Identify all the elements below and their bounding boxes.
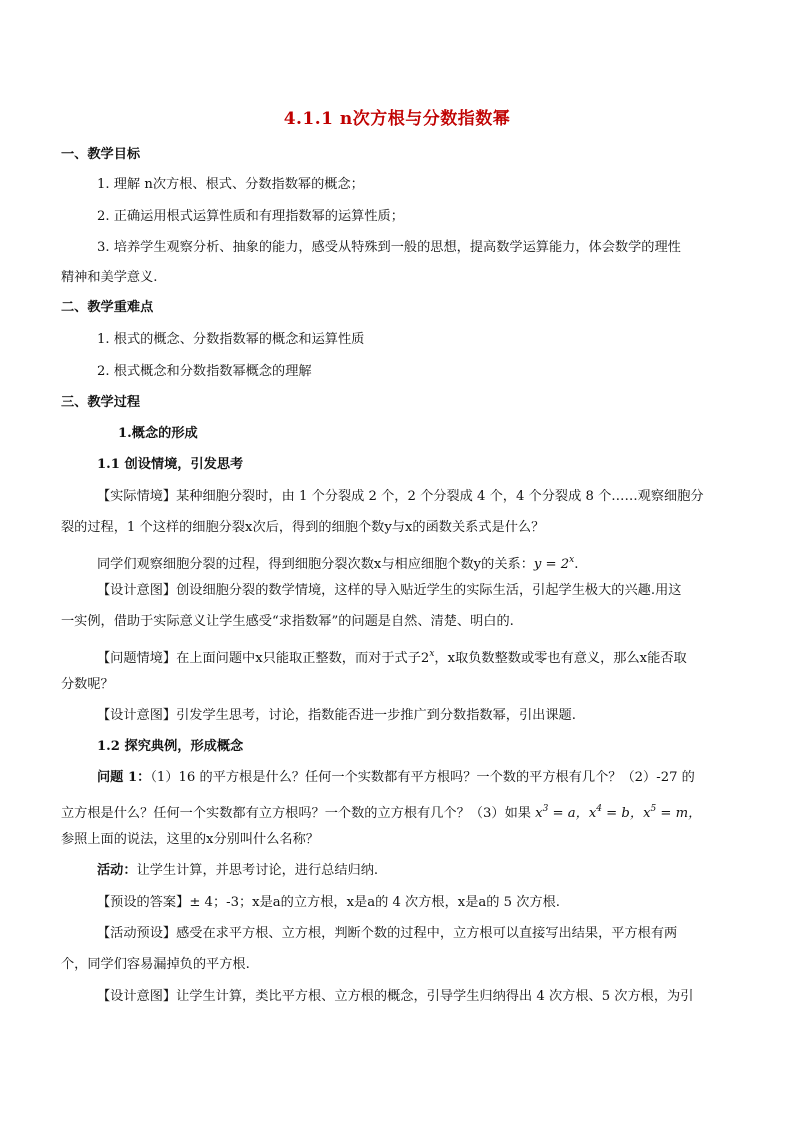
formula-x3-base: x bbox=[535, 806, 543, 821]
tag-preset-answer: 【预设的答案】 bbox=[97, 895, 190, 910]
formula-x5-exp: 5 bbox=[650, 804, 657, 814]
section-heading-key: 二、教学重难点 bbox=[61, 300, 154, 315]
paragraph-design-intent-3 bbox=[97, 987, 693, 1007]
formula-x3-exp: 3 bbox=[542, 804, 549, 814]
section-heading-process: 三、教学过程 bbox=[61, 395, 141, 410]
paragraph-design-intent-2 bbox=[97, 706, 576, 726]
paragraph-activity-preset bbox=[97, 924, 677, 944]
text-activity-preset: 感受在求平方根、立方根，判断个数的过程中，立方根可以直接写出结果，平方根有两 bbox=[176, 926, 678, 941]
text-design-intent-2: 引发学生思考，讨论，指数能否进一步推广到分数指数幂，引出课题. bbox=[176, 708, 576, 723]
text-real-situation: 某种细胞分裂时，由 1 个分裂成 2 个，2 个分裂成 4 个，4 个分裂成 8 个……观察细胞分 bbox=[176, 489, 704, 504]
paragraph-activity-preset-cont: 个，同学们容易漏掉负的平方根. bbox=[61, 957, 250, 972]
goal-item-3-cont: 精神和美学意义. bbox=[61, 270, 158, 285]
paragraph-problem-situation-cont: 分数呢？ bbox=[61, 677, 114, 692]
paragraph-real-situation bbox=[97, 487, 704, 507]
formula-base: y = 2 bbox=[533, 557, 570, 572]
goal-item-3: 3. 培养学生观察分析、抽象的能力，感受从特殊到一般的思想，提高数学运算能力，体会数学的理性 bbox=[97, 240, 681, 255]
paragraph-question-1 bbox=[97, 768, 695, 788]
formula-x4-base: x bbox=[588, 806, 597, 821]
tag-design-intent-1: 【设计意图】 bbox=[97, 583, 177, 598]
text-question-1b: 立方根是什么？任何一个实数都有立方根吗？一个数的立方根有几个？（3）如果 bbox=[61, 806, 531, 821]
subheading-concept: 1.概念的形成 bbox=[118, 426, 198, 441]
text-relation: 同学们观察细胞分裂的过程，得到细胞分裂次数x与相应细胞个数y的关系： bbox=[97, 557, 534, 572]
text-preset-answer: ± 4；-3；x是a的立方根，x是a的 4 次方根，x是a的 5 次方根. bbox=[189, 895, 560, 910]
formula-x3 bbox=[535, 806, 589, 821]
formula-x4-rest: = b， bbox=[601, 806, 644, 821]
subheading-1-2: 1.2 探究典例，形成概念 bbox=[97, 739, 244, 754]
page-title: 4.1.1 n次方根与分数指数幂 bbox=[283, 109, 511, 129]
paragraph-question-1-cont bbox=[61, 799, 701, 824]
tag-problem-situation: 【问题情境】 bbox=[97, 651, 177, 666]
goal-item-2: 2. 正确运用根式运算性质和有理指数幂的运算性质； bbox=[97, 209, 404, 224]
paragraph-design-intent-1-cont: 一实例，借助于实际意义让学生感受“求指数幂”的问题是自然、清楚、明白的. bbox=[61, 614, 514, 629]
text-design-intent-3: 让学生计算，类比平方根、立方根的概念，引导学生归纳得出 4 次方根、5 次方根，为引 bbox=[176, 989, 694, 1004]
exponent-x: x bbox=[429, 649, 435, 659]
formula-exp: x bbox=[569, 555, 575, 565]
label-question-1: 问题 1： bbox=[97, 770, 151, 785]
formula-y-2x bbox=[534, 557, 574, 572]
text-activity: 让学生计算，并思考讨论，进行总结归纳. bbox=[136, 863, 379, 878]
formula-x5-rest: = m， bbox=[656, 806, 702, 821]
label-activity: 活动： bbox=[97, 863, 137, 878]
tag-real-situation: 【实际情境】 bbox=[97, 489, 177, 504]
text-question-1a: （1）16 的平方根是什么？任何一个实数都有平方根吗？一个数的平方根有几个？（2）-27 的 bbox=[150, 770, 695, 785]
formula-x4-exp: 4 bbox=[596, 804, 602, 814]
text-problem-1: 在上面问题中x只能取正整数，而对于式子2 bbox=[176, 651, 430, 666]
text-problem-2: ，x取负数整数或零也有意义，那么x能否取 bbox=[434, 651, 687, 666]
paragraph-preset-answer bbox=[97, 893, 560, 913]
tag-activity-preset: 【活动预设】 bbox=[97, 926, 177, 941]
paragraph-relation bbox=[97, 550, 578, 575]
paragraph-design-intent-1 bbox=[97, 581, 681, 601]
formula-x5-base: x bbox=[643, 806, 651, 821]
paragraph-question-1-end: 参照上面的说法，这里的x分别叫什么名称？ bbox=[61, 832, 319, 847]
text-relation-end: . bbox=[574, 557, 579, 572]
key-item-1: 1. 根式的概念、分数指数幂的概念和运算性质 bbox=[97, 332, 365, 347]
tag-design-intent-3: 【设计意图】 bbox=[97, 989, 177, 1004]
paragraph-problem-situation bbox=[97, 644, 687, 669]
formula-x4 bbox=[589, 806, 643, 821]
tag-design-intent-2: 【设计意图】 bbox=[97, 708, 177, 723]
formula-x5 bbox=[643, 806, 701, 821]
key-item-2: 2. 根式概念和分数指数幂概念的理解 bbox=[97, 364, 312, 379]
subheading-1-1: 1.1 创设情境，引发思考 bbox=[97, 457, 244, 472]
paragraph-real-situation-cont: 裂的过程，1 个这样的细胞分裂x次后，得到的细胞个数y与x的函数关系式是什么？ bbox=[61, 520, 545, 535]
section-heading-goals: 一、教学目标 bbox=[61, 147, 141, 162]
formula-x3-rest: = a， bbox=[548, 806, 589, 821]
paragraph-activity bbox=[97, 861, 378, 881]
goal-item-1: 1. 理解 n次方根、根式、分数指数幂的概念； bbox=[97, 177, 364, 192]
text-design-intent-1: 创设细胞分裂的数学情境，这样的导入贴近学生的实际生活，引起学生极大的兴趣.用这 bbox=[176, 583, 682, 598]
